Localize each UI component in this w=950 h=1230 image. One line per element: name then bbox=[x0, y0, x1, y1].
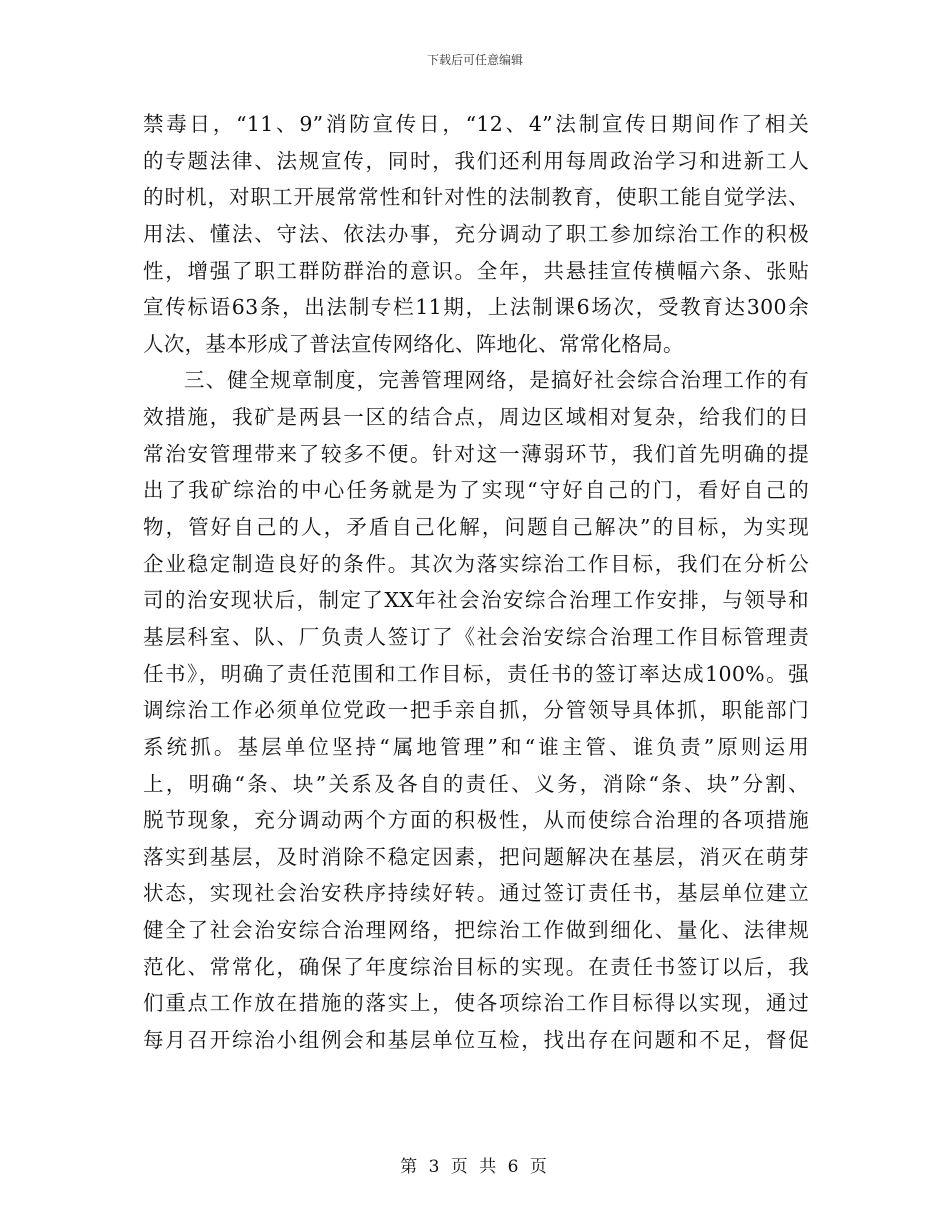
text-line: 宣传标语63条，出法制专栏11期，上法制课6场次，受教育达300余 bbox=[143, 295, 809, 320]
text-line: 的专题法律、法规宣传，同时，我们还利用每周政治学习和进新工人 bbox=[143, 148, 809, 173]
text-line: 调综治工作必须单位党政一把手亲自抓，分管领导具体抓，职能部门 bbox=[143, 698, 809, 723]
text-line: 落实到基层，及时消除不稳定因素，把问题解决在基层，消灭在萌芽 bbox=[143, 844, 809, 869]
text-line: 们重点工作放在措施的落实上，使各项综治工作目标得以实现，通过 bbox=[143, 991, 809, 1016]
page-header: 下载后可任意编辑 bbox=[426, 53, 523, 67]
text-line: 基层科室、队、厂负责人签订了《社会治安综合治理工作目标管理责 bbox=[143, 624, 809, 649]
text-line: 常治安管理带来了较多不便。针对这一薄弱环节，我们首先明确的提 bbox=[143, 441, 809, 466]
text-line: 效措施，我矿是两县一区的结合点，周边区域相对复杂，给我们的日 bbox=[143, 405, 809, 430]
text-line: 健全了社会治安综合治理网络，把综治工作做到细化、量化、法律规 bbox=[143, 918, 809, 943]
text-line: 禁毒日，“11、9”消防宣传日，“12、4”法制宣传日期间作了相关 bbox=[143, 112, 809, 136]
text-line: 人次，基本形成了普法宣传网络化、阵地化、常常化格局。 bbox=[143, 331, 684, 356]
text-line: 任书》，明确了责任范围和工作目标，责任书的签订率达成100%。强 bbox=[143, 661, 809, 686]
page-number-footer: 第 3 页 共 6 页 bbox=[400, 1157, 550, 1177]
text-line: 企业稳定制造良好的条件。其次为落实综治工作目标，我们在分析公 bbox=[143, 551, 809, 576]
text-line: 状态，实现社会治安秩序持续好转。通过签订责任书，基层单位建立 bbox=[143, 881, 809, 906]
text-line: 上，明确“条、块”关系及各自的责任、义务，消除“条、块”分割、 bbox=[143, 771, 809, 796]
text-line: 用法、懂法、守法、依法办事，充分调动了职工参加综治工作的积极 bbox=[143, 221, 809, 246]
text-line: 脱节现象，充分调动两个方面的积极性，从而使综合治理的各项措施 bbox=[143, 808, 809, 833]
text-line: 司的治安现状后，制定了XX年社会治安综合治理工作安排，与领导和 bbox=[143, 588, 809, 613]
text-line: 出了我矿综治的中心任务就是为了实现“守好自己的门，看好自己的 bbox=[143, 478, 809, 503]
text-line: 每月召开综治小组例会和基层单位互检，找出存在问题和不足，督促 bbox=[143, 1028, 809, 1053]
text-line: 性，增强了职工群防群治的意识。全年，共悬挂宣传横幅六条、张贴 bbox=[143, 258, 809, 283]
document-body bbox=[143, 106, 809, 1059]
text-line: 的时机，对职工开展常常性和针对性的法制教育，使职工能自觉学法、 bbox=[143, 185, 809, 210]
text-line: 系统抓。基层单位坚持“属地管理”和“谁主管、谁负责”原则运用 bbox=[143, 734, 809, 759]
paragraph-start-line: 三、健全规章制度，完善管理网络，是搞好社会综合治理工作的有 bbox=[184, 368, 809, 393]
text-line: 物，管好自己的人，矛盾自己化解，问题自己解决”的目标，为实现 bbox=[143, 515, 809, 540]
text-line: 范化、常常化，确保了年度综治目标的实现。在责任书签订以后，我 bbox=[143, 954, 809, 979]
